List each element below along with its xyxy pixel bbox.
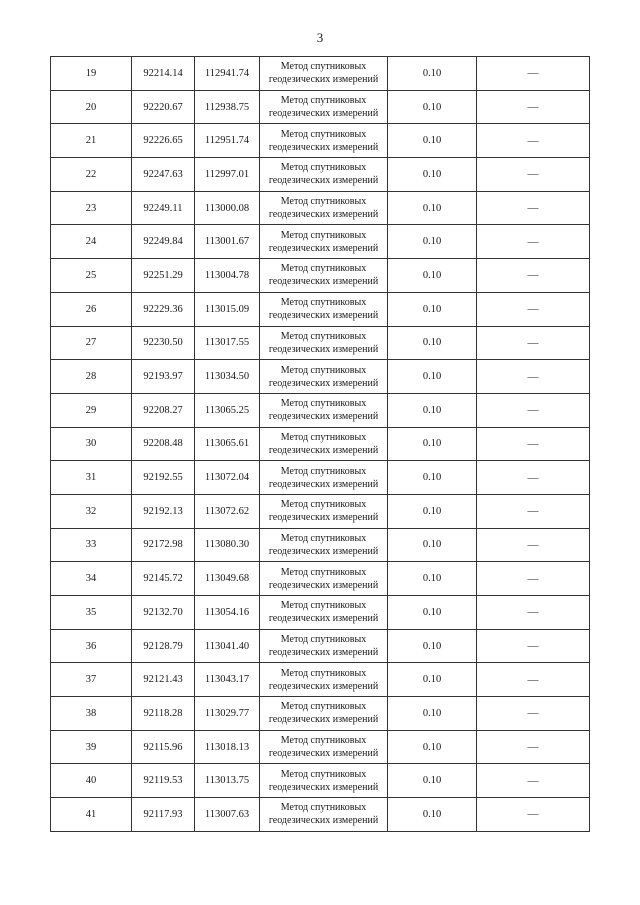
accuracy-cell: 0.10	[388, 158, 477, 192]
accuracy-cell: 0.10	[388, 259, 477, 293]
point-number-cell: 21	[51, 124, 132, 158]
method-line-1: Метод спутниковых	[280, 499, 367, 511]
description-cell: —	[477, 360, 590, 394]
accuracy-cell: 0.10	[388, 730, 477, 764]
table-row	[51, 191, 590, 225]
point-number-cell: 29	[51, 393, 132, 427]
description-cell: —	[477, 225, 590, 259]
point-number-cell: 37	[51, 663, 132, 697]
y-coordinate-cell: 113007.63	[195, 798, 260, 832]
method-line-1: Метод спутниковых	[280, 297, 367, 309]
y-coordinate-cell: 112951.74	[195, 124, 260, 158]
table-row	[51, 697, 590, 731]
x-coordinate-cell: 92247.63	[132, 158, 195, 192]
point-number-cell: 39	[51, 730, 132, 764]
description-cell: —	[477, 292, 590, 326]
point-number-cell: 22	[51, 158, 132, 192]
accuracy-cell: 0.10	[388, 124, 477, 158]
method-line-2: геодезических измерений	[268, 209, 379, 221]
method-line-2: геодезических измерений	[268, 478, 379, 490]
table-row	[51, 57, 590, 91]
x-coordinate-cell: 92249.84	[132, 225, 195, 259]
method-line-1: Метод спутниковых	[280, 532, 367, 544]
x-coordinate-cell: 92208.27	[132, 393, 195, 427]
method-line-2: геодезических измерений	[268, 781, 379, 793]
method-line-1: Метод спутниковых	[280, 263, 367, 275]
y-coordinate-cell: 113034.50	[195, 360, 260, 394]
method-cell	[260, 57, 388, 91]
method-cell	[260, 798, 388, 832]
table-row	[51, 629, 590, 663]
method-cell	[260, 292, 388, 326]
method-cell	[260, 730, 388, 764]
y-coordinate-cell: 113001.67	[195, 225, 260, 259]
y-coordinate-cell: 113080.30	[195, 528, 260, 562]
method-cell	[260, 697, 388, 731]
y-coordinate-cell: 113004.78	[195, 259, 260, 293]
accuracy-cell: 0.10	[388, 562, 477, 596]
point-number-cell: 24	[51, 225, 132, 259]
x-coordinate-cell: 92115.96	[132, 730, 195, 764]
method-cell	[260, 427, 388, 461]
coordinates-table	[50, 56, 590, 832]
method-line-1: Метод спутниковых	[280, 196, 367, 208]
accuracy-cell: 0.10	[388, 629, 477, 663]
point-number-cell: 33	[51, 528, 132, 562]
method-line-2: геодезических измерений	[268, 310, 379, 322]
method-cell	[260, 663, 388, 697]
method-cell	[260, 393, 388, 427]
description-cell: —	[477, 528, 590, 562]
method-line-1: Метод спутниковых	[280, 667, 367, 679]
accuracy-cell: 0.10	[388, 798, 477, 832]
method-line-1: Метод спутниковых	[280, 398, 367, 410]
description-cell: —	[477, 663, 590, 697]
description-cell: —	[477, 494, 590, 528]
table-row	[51, 158, 590, 192]
x-coordinate-cell: 92132.70	[132, 596, 195, 630]
method-line-2: геодезических измерений	[268, 242, 379, 254]
method-cell	[260, 225, 388, 259]
accuracy-cell: 0.10	[388, 360, 477, 394]
method-line-1: Метод спутниковых	[280, 634, 367, 646]
table-row	[51, 292, 590, 326]
point-number-cell: 19	[51, 57, 132, 91]
point-number-cell: 31	[51, 461, 132, 495]
y-coordinate-cell: 113017.55	[195, 326, 260, 360]
point-number-cell: 34	[51, 562, 132, 596]
point-number-cell: 38	[51, 697, 132, 731]
method-line-1: Метод спутниковых	[280, 701, 367, 713]
method-line-1: Метод спутниковых	[280, 802, 367, 814]
accuracy-cell: 0.10	[388, 326, 477, 360]
method-line-1: Метод спутниковых	[280, 128, 367, 140]
method-cell	[260, 124, 388, 158]
method-line-2: геодезических измерений	[268, 579, 379, 591]
y-coordinate-cell: 113072.04	[195, 461, 260, 495]
point-number-cell: 36	[51, 629, 132, 663]
table-row	[51, 596, 590, 630]
method-cell	[260, 629, 388, 663]
y-coordinate-cell: 113000.08	[195, 191, 260, 225]
accuracy-cell: 0.10	[388, 90, 477, 124]
description-cell: —	[477, 191, 590, 225]
description-cell: —	[477, 629, 590, 663]
description-cell: —	[477, 562, 590, 596]
method-line-1: Метод спутниковых	[280, 431, 367, 443]
description-cell: —	[477, 764, 590, 798]
point-number-cell: 27	[51, 326, 132, 360]
accuracy-cell: 0.10	[388, 461, 477, 495]
accuracy-cell: 0.10	[388, 292, 477, 326]
method-cell	[260, 562, 388, 596]
method-cell	[260, 360, 388, 394]
table-row	[51, 730, 590, 764]
x-coordinate-cell: 92128.79	[132, 629, 195, 663]
accuracy-cell: 0.10	[388, 225, 477, 259]
table-row	[51, 427, 590, 461]
method-line-2: геодезических измерений	[268, 411, 379, 423]
description-cell: —	[477, 697, 590, 731]
point-number-cell: 41	[51, 798, 132, 832]
x-coordinate-cell: 92226.65	[132, 124, 195, 158]
table-row	[51, 764, 590, 798]
y-coordinate-cell: 112997.01	[195, 158, 260, 192]
x-coordinate-cell: 92230.50	[132, 326, 195, 360]
point-number-cell: 28	[51, 360, 132, 394]
y-coordinate-cell: 113041.40	[195, 629, 260, 663]
method-line-1: Метод спутниковых	[280, 600, 367, 612]
description-cell: —	[477, 57, 590, 91]
method-cell	[260, 596, 388, 630]
table-row	[51, 360, 590, 394]
x-coordinate-cell: 92121.43	[132, 663, 195, 697]
method-line-1: Метод спутниковых	[280, 330, 367, 342]
table-row	[51, 225, 590, 259]
y-coordinate-cell: 113065.25	[195, 393, 260, 427]
x-coordinate-cell: 92117.93	[132, 798, 195, 832]
y-coordinate-cell: 113015.09	[195, 292, 260, 326]
method-line-2: геодезических измерений	[268, 613, 379, 625]
point-number-cell: 40	[51, 764, 132, 798]
method-line-2: геодезических измерений	[268, 748, 379, 760]
y-coordinate-cell: 113043.17	[195, 663, 260, 697]
method-cell	[260, 90, 388, 124]
description-cell: —	[477, 461, 590, 495]
method-cell	[260, 191, 388, 225]
table-row	[51, 663, 590, 697]
method-cell	[260, 326, 388, 360]
accuracy-cell: 0.10	[388, 697, 477, 731]
point-number-cell: 30	[51, 427, 132, 461]
y-coordinate-cell: 113013.75	[195, 764, 260, 798]
description-cell: —	[477, 730, 590, 764]
method-cell	[260, 461, 388, 495]
accuracy-cell: 0.10	[388, 764, 477, 798]
method-line-2: геодезических измерений	[268, 276, 379, 288]
accuracy-cell: 0.10	[388, 393, 477, 427]
table-row	[51, 124, 590, 158]
x-coordinate-cell: 92229.36	[132, 292, 195, 326]
description-cell: —	[477, 798, 590, 832]
description-cell: —	[477, 393, 590, 427]
method-line-2: геодезических измерений	[268, 512, 379, 524]
description-cell: —	[477, 124, 590, 158]
table-row	[51, 259, 590, 293]
accuracy-cell: 0.10	[388, 494, 477, 528]
y-coordinate-cell: 113065.61	[195, 427, 260, 461]
method-line-1: Метод спутниковых	[280, 229, 367, 241]
method-line-2: геодезических измерений	[268, 647, 379, 659]
method-line-2: геодезических измерений	[268, 545, 379, 557]
method-line-2: геодезических измерений	[268, 444, 379, 456]
accuracy-cell: 0.10	[388, 427, 477, 461]
method-line-1: Метод спутниковых	[280, 95, 367, 107]
method-line-1: Метод спутниковых	[280, 364, 367, 376]
method-line-2: геодезических измерений	[268, 141, 379, 153]
method-line-1: Метод спутниковых	[280, 61, 367, 73]
table-row	[51, 494, 590, 528]
method-line-2: геодезических измерений	[268, 108, 379, 120]
method-line-2: геодезических измерений	[268, 175, 379, 187]
point-number-cell: 26	[51, 292, 132, 326]
description-cell: —	[477, 259, 590, 293]
y-coordinate-cell: 113018.13	[195, 730, 260, 764]
y-coordinate-cell: 112938.75	[195, 90, 260, 124]
method-line-1: Метод спутниковых	[280, 162, 367, 174]
y-coordinate-cell: 112941.74	[195, 57, 260, 91]
accuracy-cell: 0.10	[388, 528, 477, 562]
description-cell: —	[477, 596, 590, 630]
point-number-cell: 25	[51, 259, 132, 293]
table-row	[51, 528, 590, 562]
table-row	[51, 798, 590, 832]
description-cell: —	[477, 158, 590, 192]
x-coordinate-cell: 92172.98	[132, 528, 195, 562]
method-line-2: геодезических измерений	[268, 680, 379, 692]
method-cell	[260, 259, 388, 293]
description-cell: —	[477, 427, 590, 461]
method-cell	[260, 158, 388, 192]
accuracy-cell: 0.10	[388, 663, 477, 697]
table-row	[51, 562, 590, 596]
method-line-2: геодезических измерений	[268, 815, 379, 827]
method-line-2: геодезических измерений	[268, 74, 379, 86]
method-line-1: Метод спутниковых	[280, 465, 367, 477]
description-cell: —	[477, 90, 590, 124]
x-coordinate-cell: 92214.14	[132, 57, 195, 91]
accuracy-cell: 0.10	[388, 596, 477, 630]
method-line-2: геодезических измерений	[268, 343, 379, 355]
method-line-1: Метод спутниковых	[280, 566, 367, 578]
y-coordinate-cell: 113029.77	[195, 697, 260, 731]
x-coordinate-cell: 92192.13	[132, 494, 195, 528]
x-coordinate-cell: 92193.97	[132, 360, 195, 394]
table-row	[51, 461, 590, 495]
method-cell	[260, 764, 388, 798]
y-coordinate-cell: 113049.68	[195, 562, 260, 596]
x-coordinate-cell: 92118.28	[132, 697, 195, 731]
description-cell: —	[477, 326, 590, 360]
page-number: 3	[316, 30, 324, 45]
x-coordinate-cell: 92192.55	[132, 461, 195, 495]
accuracy-cell: 0.10	[388, 191, 477, 225]
table-row	[51, 90, 590, 124]
method-line-2: геодезических измерений	[268, 377, 379, 389]
table-row	[51, 393, 590, 427]
x-coordinate-cell: 92208.48	[132, 427, 195, 461]
table-row	[51, 326, 590, 360]
accuracy-cell: 0.10	[388, 57, 477, 91]
method-line-1: Метод спутниковых	[280, 768, 367, 780]
method-cell	[260, 494, 388, 528]
x-coordinate-cell: 92249.11	[132, 191, 195, 225]
method-cell	[260, 528, 388, 562]
x-coordinate-cell: 92119.53	[132, 764, 195, 798]
x-coordinate-cell: 92220.67	[132, 90, 195, 124]
x-coordinate-cell: 92251.29	[132, 259, 195, 293]
y-coordinate-cell: 113072.62	[195, 494, 260, 528]
method-line-2: геодезических измерений	[268, 714, 379, 726]
point-number-cell: 23	[51, 191, 132, 225]
y-coordinate-cell: 113054.16	[195, 596, 260, 630]
point-number-cell: 32	[51, 494, 132, 528]
x-coordinate-cell: 92145.72	[132, 562, 195, 596]
method-line-1: Метод спутниковых	[280, 735, 367, 747]
point-number-cell: 20	[51, 90, 132, 124]
point-number-cell: 35	[51, 596, 132, 630]
